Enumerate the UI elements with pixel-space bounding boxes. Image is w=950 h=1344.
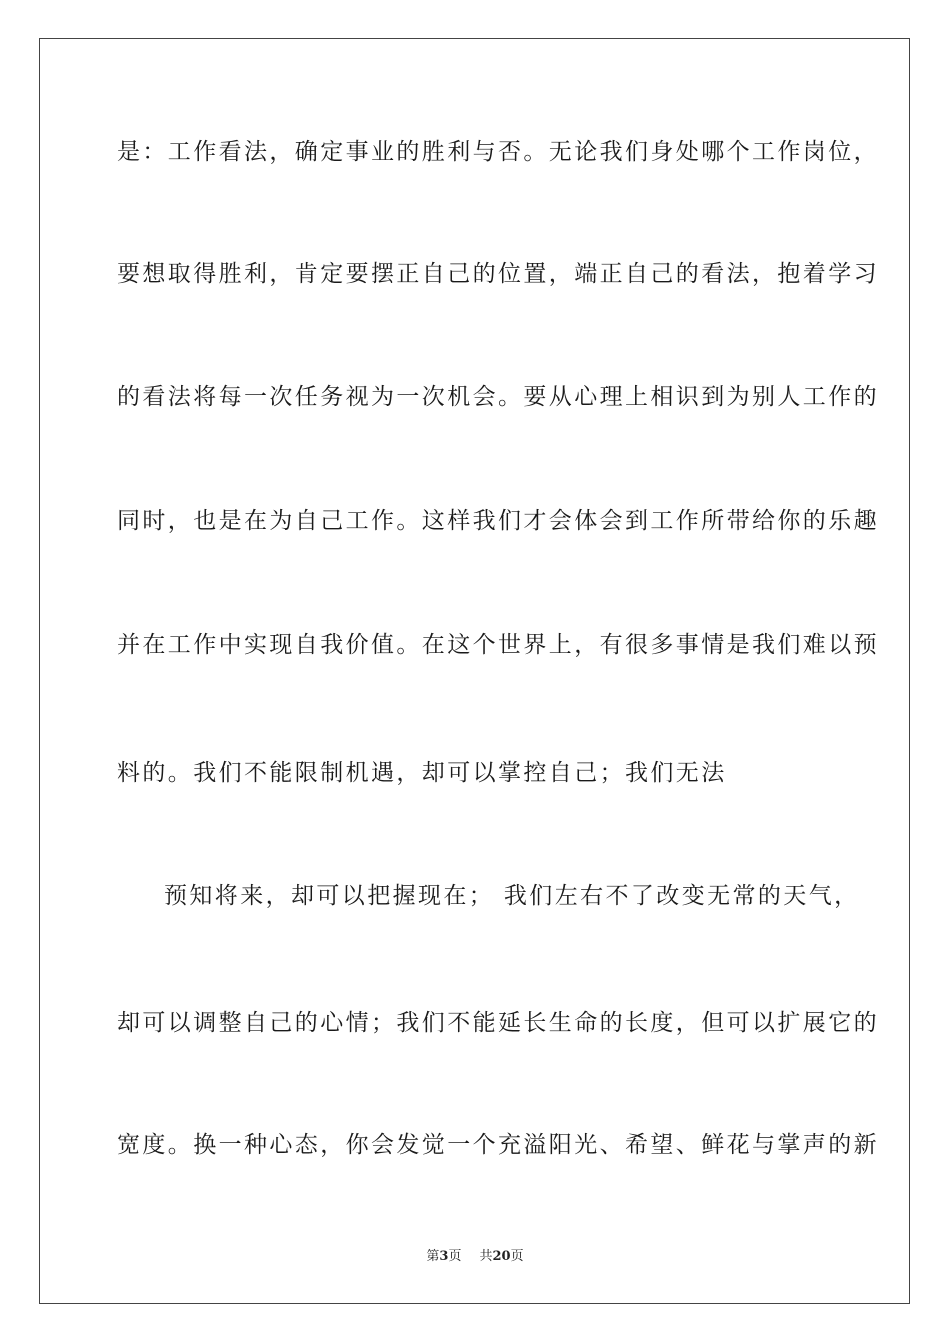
- text-line: 是：工作看法，确定事业的胜利与否。无论我们身处哪个工作岗位，: [117, 139, 879, 165]
- text-line: 却可以调整自己的心情；我们不能延长生命的长度，但可以扩展它的: [117, 1010, 879, 1036]
- text-line-indented: 预知将来，却可以把握现在； 我们左右不了改变无常的天气，: [164, 883, 860, 909]
- page-border: [39, 38, 910, 1304]
- text-line: 同时，也是在为自己工作。这样我们才会体会到工作所带给你的乐趣: [117, 508, 879, 534]
- text-line: 宽度。换一种心态，你会发觉一个充溢阳光、希望、鲜花与掌声的新: [117, 1132, 879, 1158]
- page-suffix: 页: [448, 1249, 462, 1264]
- text-line: 并在工作中实现自我价值。在这个世界上，有很多事情是我们难以预: [117, 632, 879, 658]
- text-line: 的看法将每一次任务视为一次机会。要从心理上相识到为别人工作的: [117, 384, 879, 410]
- page-prefix: 第: [426, 1249, 440, 1264]
- total-suffix: 页: [510, 1249, 524, 1264]
- total-prefix: 共: [479, 1249, 493, 1264]
- total-pages: 20: [492, 1249, 511, 1264]
- page-number: 3: [439, 1249, 449, 1264]
- text-line: 要想取得胜利，肯定要摆正自己的位置，端正自己的看法，抱着学习: [117, 261, 879, 287]
- text-line: 料的。我们不能限制机遇，却可以掌控自己；我们无法: [117, 760, 727, 786]
- page-footer: [0, 1248, 950, 1266]
